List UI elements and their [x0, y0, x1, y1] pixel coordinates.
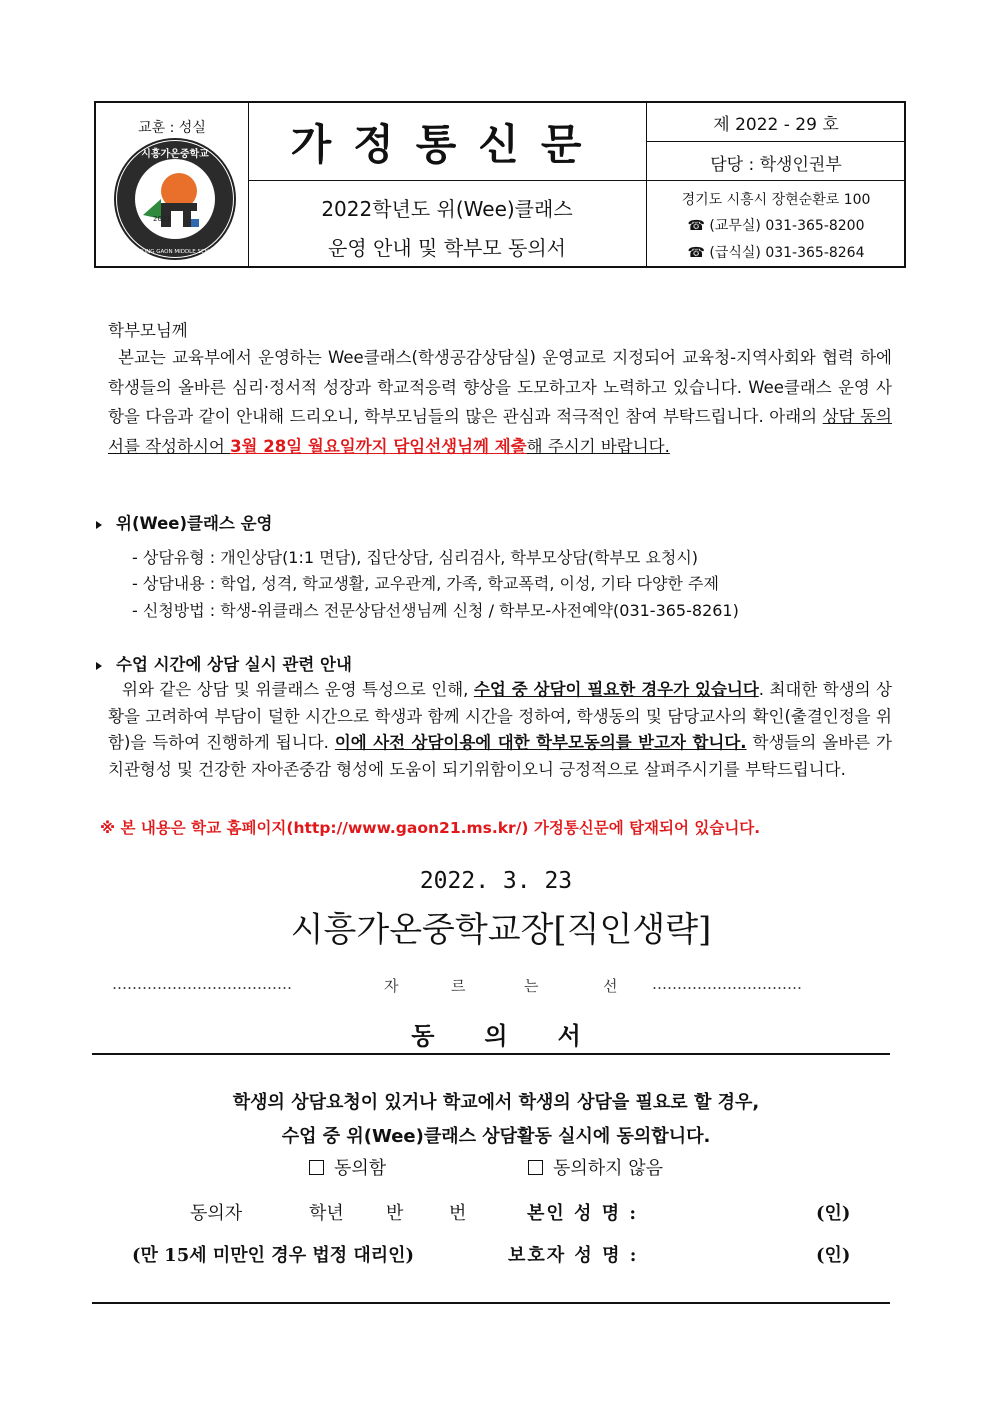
seal-mark: (인)	[816, 1245, 851, 1266]
logo-korean-text: 시흥가온중학교	[141, 149, 209, 160]
cutline-dots-left: ………………………………	[112, 975, 292, 993]
logo-year: 2021	[153, 215, 171, 223]
homepage-notice: ※ 본 내용은 학교 홈페이지(http://www.gaon21.ms.kr/) 가정통신문에 탑재되어 있습니다.	[100, 819, 761, 837]
school-logo	[113, 137, 237, 261]
agree-checkbox[interactable]: 동의함	[309, 1154, 386, 1180]
checkbox-icon	[309, 1160, 324, 1175]
list-item: - 신청방법 : 학생-위클래스 전문상담선생님께 신청 / 학부모-사전예약(031-365-8261)	[132, 601, 739, 620]
subtitle-line-1: 2022학년도 위(Wee)클래스	[321, 197, 573, 221]
consent-line-1: 학생의 상담요청이 있거나 학교에서 학생의 상담을 필요로 할 경우,	[232, 1092, 760, 1113]
phone-office: ☎ (교무실) 031-365-8200	[687, 218, 865, 234]
grade-label: 학년	[309, 1203, 344, 1224]
school-address: 경기도 시흥시 장현순환로 100	[681, 192, 871, 208]
triangle-bullet-icon	[96, 521, 102, 529]
greeting: 학부모님께	[108, 321, 188, 340]
cutline-label: 르	[451, 977, 466, 995]
self-name-label: 본인 성 명 :	[527, 1203, 638, 1224]
seal-mark: (인)	[816, 1203, 851, 1224]
guardian-name-label: 보호자 성 명 :	[508, 1245, 639, 1266]
section-class-time-heading: 수업 시간에 상담 실시 관련 안내	[96, 651, 352, 675]
divider	[92, 1302, 890, 1304]
cutline-label: 자	[384, 977, 399, 995]
guardian-condition-label: (만 15세 미만인 경우 법정 대리인)	[132, 1245, 415, 1266]
document-title: 가정통신문	[290, 120, 604, 169]
section-wee-class-heading: 위(Wee)클래스 운영	[96, 510, 272, 534]
issue-date: 2022. 3. 23	[419, 868, 573, 894]
intro-paragraph: 본교는 교육부에서 운영하는 Wee클래스(학생공감상담실) 운영교로 지정되어 교육청-지역사회와 협력 하에 학생들의 올바른 심리·정서적 성장과 학교적응력 향상을 도모하고자 노력하고 있습니다. Wee클래스 운영 사항을 다음과 같이 안내해 드리오니, 학부모님들의 많은 관심과 적극적인 참여 부탁드립니다. 아래의 상담 동의서를 작성하시어 3월 28일 월요일까지 담임선생님께 제출해 주시기 바랍니다.	[108, 348, 892, 456]
divider	[92, 1053, 890, 1055]
issue-number: 제 2022 - 29 호	[713, 115, 839, 135]
list-item: - 상담유형 : 개인상담(1:1 면담), 집단상담, 심리검사, 학부모상담(학부모 요청시)	[132, 548, 699, 567]
disagree-checkbox[interactable]: 동의하지 않음	[528, 1154, 663, 1180]
consent-line-2: 수업 중 위(Wee)클래스 상담활동 실시에 동의합니다.	[281, 1126, 711, 1147]
list-item: - 상담내용 : 학업, 성격, 학교생활, 교우관계, 가족, 학교폭력, 이성, 기타 다양한 주제	[132, 574, 719, 593]
subtitle-line-2: 운영 안내 및 학부모 동의서	[328, 236, 566, 260]
number-label: 번	[449, 1203, 467, 1224]
cutline-label: 는	[524, 977, 539, 995]
phone-cafeteria: ☎ (급식실) 031-365-8264	[687, 245, 865, 261]
cutline-label: 선	[603, 977, 618, 995]
triangle-bullet-icon	[96, 662, 102, 670]
school-motto: 교훈 : 성실	[138, 120, 206, 136]
class-label: 반	[386, 1203, 404, 1224]
class-time-paragraph: 위와 같은 상담 및 위클래스 운영 특성으로 인해, 수업 중 상담이 필요한 경우가 있습니다. 최대한 학생의 상황을 고려하여 부담이 덜한 시간으로 학생과 함께 시간을 정하여, 학생동의 및 담당교사의 확인(출결인정을 위함)을 득하여 진행하게 됩니다. 이에 사전 상담이용에 대한 학부모동의를 받고자 합니다. 학생들의 올바른 가치관형성 및 건강한 자아존중감 형성에 도움이 되기위함이오니 긍정적으로 살펴주시기를 부탁드립니다.	[108, 680, 893, 779]
department: 담당 : 학생인권부	[710, 155, 842, 175]
logo-english-text: SIHEUNG GAON MIDDLE SCHOOL	[129, 249, 221, 255]
cutline-dots-right: …………………………	[652, 975, 802, 993]
consent-title: 동의서	[411, 1022, 631, 1050]
principal-signature: 시흥가온중학교장[직인생략]	[290, 910, 712, 950]
consenter-label: 동의자	[190, 1203, 243, 1224]
checkbox-icon	[528, 1160, 543, 1175]
